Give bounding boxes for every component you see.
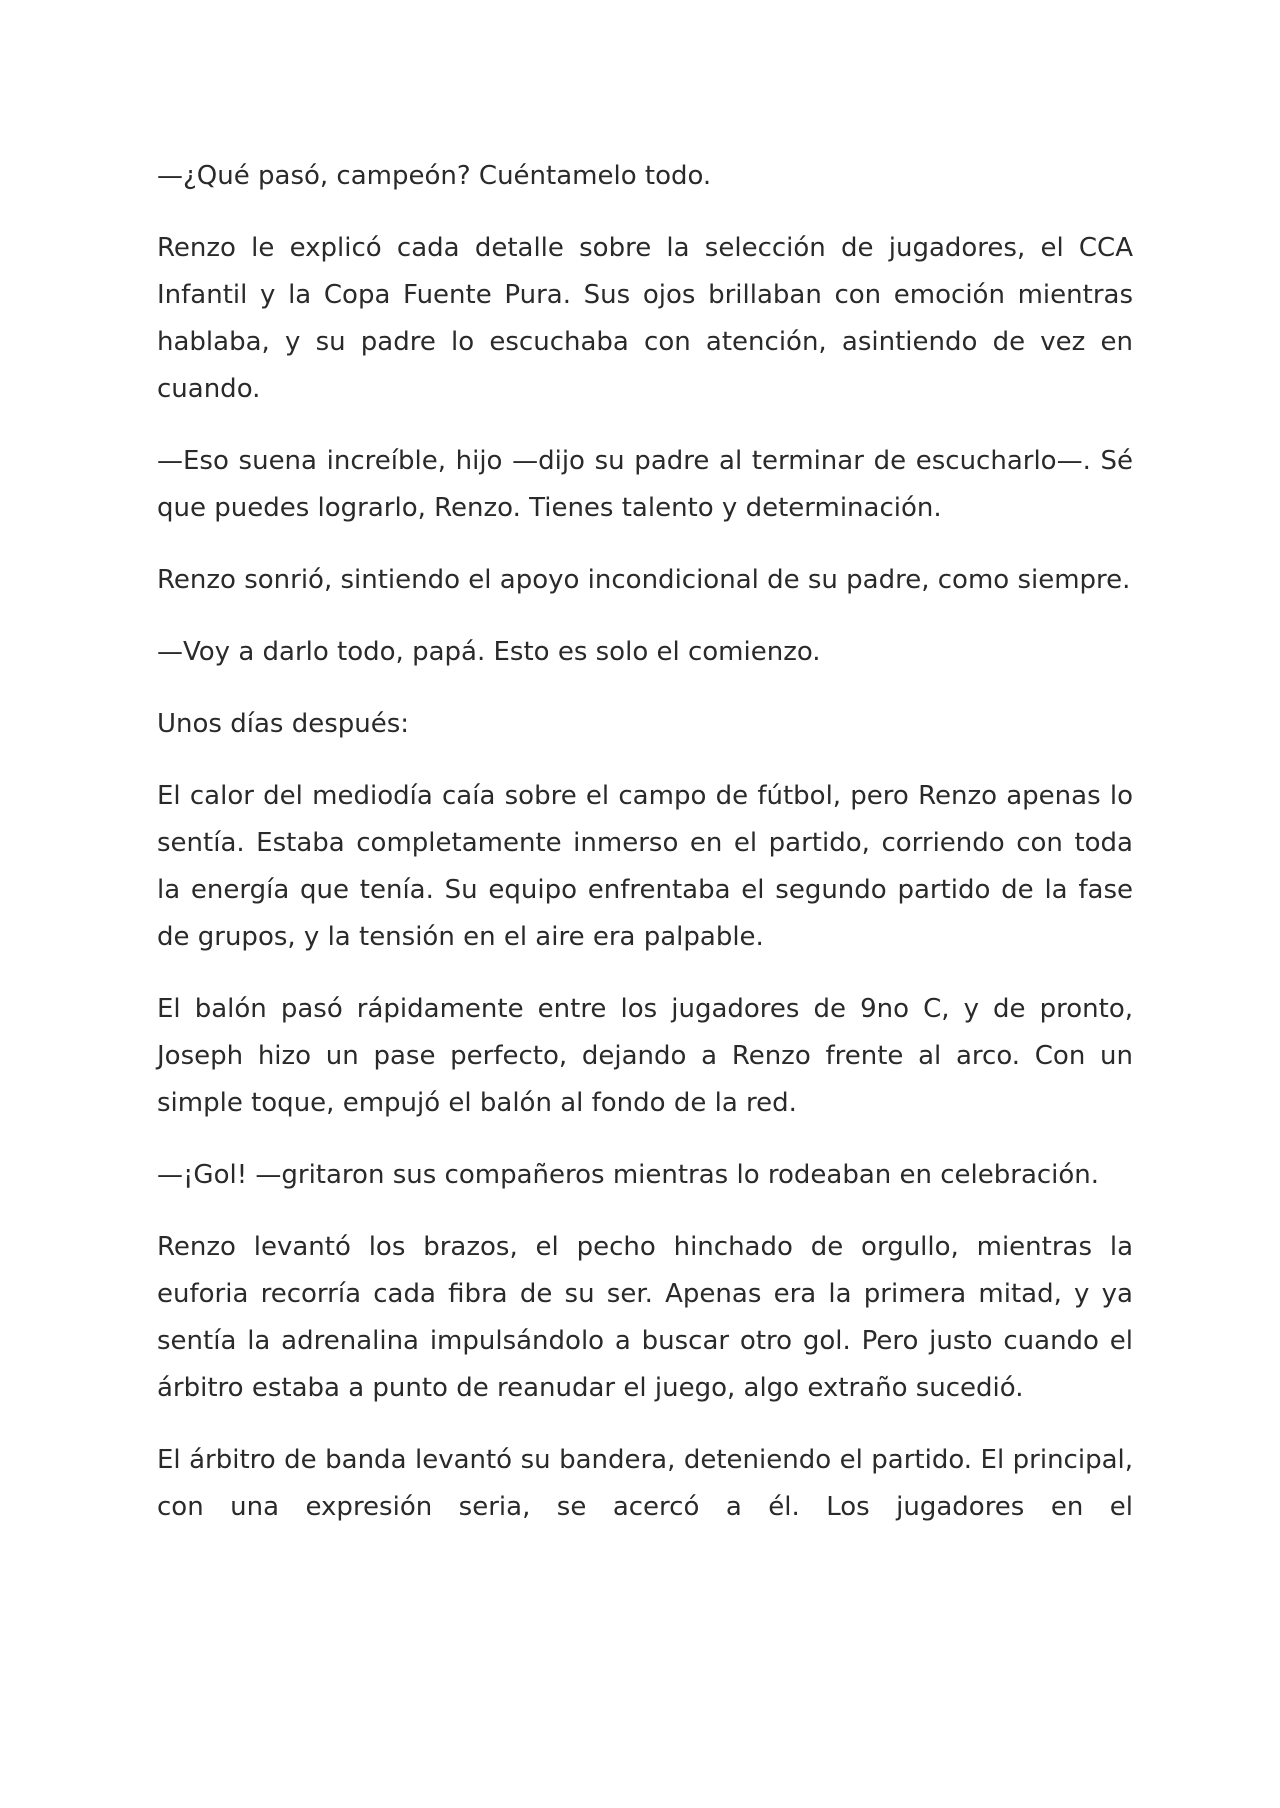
paragraph-dialogue-voy-a-darlo: —Voy a darlo todo, papá. Esto es solo el comienzo. [157, 637, 821, 667]
paragraph-dialogue-gol: —¡Gol! —gritaron sus compañeros mientras lo rodeaban en celebración. [157, 1160, 1100, 1190]
paragraph-dialogue-eso-suena: —Eso suena increíble, hijo —dijo su padre al terminar de escucharlo—. Sé que puedes lograrlo, Renzo. Tienes talento y determinación. [157, 446, 1133, 523]
paragraph-dialogue-que-paso: —¿Qué pasó, campeón? Cuéntamelo todo. [157, 161, 712, 191]
paragraph-arbitro-banda: El árbitro de banda levantó su bandera, deteniendo el partido. El principal, con una expresión seria, se acercó a él. Los jugadores en el [157, 1445, 1133, 1522]
paragraph-renzo-sonrio: Renzo sonrió, sintiendo el apoyo incondicional de su padre, como siempre. [157, 565, 1131, 595]
document-page [157, 153, 1133, 1556]
paragraph-renzo-explico: Renzo le explicó cada detalle sobre la selección de jugadores, el CCA Infantil y la Copa Fuente Pura. Sus ojos brillaban con emoción mientras hablaba, y su padre lo escuchaba con atención, asintiendo de vez en cuando. [157, 233, 1133, 404]
paragraph-calor-mediodia: El calor del mediodía caía sobre el campo de fútbol, pero Renzo apenas lo sentía. Estaba completamente inmerso en el partido, corriendo con toda la energía que tenía. Su equipo enfrentaba el segundo partido de la fase de grupos, y la tensión en el aire era palpable. [157, 781, 1133, 952]
paragraph-balon-paso: El balón pasó rápidamente entre los jugadores de 9no C, y de pronto, Joseph hizo un pase perfecto, dejando a Renzo frente al arco. Con un simple toque, empujó el balón al fondo de la red. [157, 994, 1133, 1118]
paragraph-unos-dias-despues: Unos días después: [157, 709, 410, 739]
paragraph-renzo-levanto: Renzo levantó los brazos, el pecho hinchado de orgullo, mientras la euforia recorría cada fibra de su ser. Apenas era la primera mitad, y ya sentía la adrenalina impulsándolo a buscar otro gol. Pero justo cuando el árbitro estaba a punto de reanudar el juego, algo extraño sucedió. [157, 1232, 1133, 1403]
